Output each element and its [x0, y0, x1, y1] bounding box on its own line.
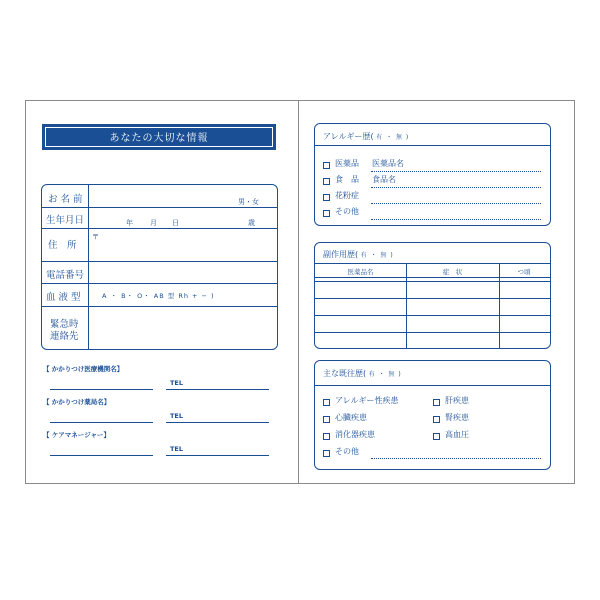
side-effect-title [323, 249, 394, 260]
allergy-pollen-checkbox[interactable] [323, 194, 330, 201]
col-medicine-name: 医薬品名 [347, 268, 374, 276]
page-title: あなたの大切な情報 [109, 133, 209, 144]
clinic-tel-label: TEL [170, 379, 184, 387]
clinic-name-line [50, 389, 153, 390]
side-effect-history-box [314, 242, 551, 349]
row-divider [42, 207, 277, 208]
table-row-divider [315, 332, 550, 333]
emergency-contact-label-line1: 緊急時 [50, 319, 79, 330]
table-header-divider-double [315, 281, 550, 282]
history-other-line[interactable] [371, 458, 541, 459]
history-kidney-label: 腎疾患 [445, 413, 469, 422]
row-divider [42, 306, 277, 307]
allergy-medicine-name: 医薬品名 [372, 159, 404, 168]
clinic-title: 【 かかりつけ医療機関名】 [43, 365, 124, 373]
address-label: 住 所 [48, 240, 77, 251]
col-when: つ頃 [517, 268, 531, 276]
name-label: お 名 前 [48, 194, 83, 205]
allergy-medicine-line[interactable] [371, 171, 541, 172]
pharmacy-tel-line [166, 422, 269, 423]
pharmacy-tel-label: TEL [170, 412, 184, 420]
allergy-food-name: 食品名 [372, 175, 396, 184]
care-manager-title: 【 ケアマネージャー】 [43, 431, 111, 439]
allergy-food-label: 食 品 [335, 175, 359, 184]
birth-month-unit: 月 [150, 219, 157, 227]
allergy-medicine-label: 医薬品 [335, 159, 359, 168]
postal-mark: 〒 [92, 233, 99, 241]
table-row-divider [315, 298, 550, 299]
birth-year-unit: 年 [126, 219, 133, 227]
history-liver-checkbox[interactable] [433, 399, 440, 406]
allergy-other-label: その他 [335, 207, 359, 216]
page-title-banner [42, 124, 276, 150]
personal-info-table [41, 184, 278, 350]
table-header-divider [315, 277, 550, 278]
medical-history-box [314, 360, 551, 470]
history-hypertension-checkbox[interactable] [433, 433, 440, 440]
booklet-spine [298, 100, 299, 484]
allergy-title [323, 131, 409, 142]
history-yes-no: 有 ・ 無 ) [368, 371, 402, 378]
allergy-pollen-label: 花粉症 [335, 191, 359, 200]
history-digestive-label: 消化器疾患 [335, 430, 375, 439]
side-effect-header-divider [315, 263, 550, 264]
clinic-tel-line [166, 389, 269, 390]
care-manager-tel-line [166, 455, 269, 456]
emergency-contact-label-line2: 連絡先 [50, 331, 79, 342]
allergy-history-box [314, 123, 551, 226]
row-divider [42, 283, 277, 284]
history-other-checkbox[interactable] [323, 450, 330, 457]
history-other-label: その他 [335, 447, 359, 456]
history-title [323, 368, 402, 379]
gender-options: 男・女 [238, 198, 259, 206]
allergy-food-checkbox[interactable] [323, 178, 330, 185]
history-kidney-checkbox[interactable] [433, 416, 440, 423]
allergy-pollen-line[interactable] [371, 203, 541, 204]
blood-type-options: A ・ B・ O・ AB 型 Rh + − ) [102, 292, 215, 300]
blood-type-label: 血 液 型 [46, 292, 81, 303]
pharmacy-name-line [50, 422, 153, 423]
history-heart-checkbox[interactable] [323, 416, 330, 423]
allergy-medicine-checkbox[interactable] [323, 162, 330, 169]
history-hypertension-label: 高血圧 [445, 430, 469, 439]
table-row-divider [315, 315, 550, 316]
age-unit: 歳 [248, 219, 255, 227]
row-divider [42, 228, 277, 229]
row-divider [42, 261, 277, 262]
side-effect-yes-no: 有 ・ 無 ) [360, 252, 394, 259]
care-manager-tel-label: TEL [170, 445, 184, 453]
allergy-other-line[interactable] [371, 219, 541, 220]
history-allergic-label: アレルギー性疾患 [335, 396, 399, 405]
history-digestive-checkbox[interactable] [323, 433, 330, 440]
side-effect-title-text: 副作用歴( [323, 250, 359, 259]
allergy-header-divider [315, 145, 550, 146]
phone-label: 電話番号 [46, 270, 85, 281]
allergy-yes-no: 有 ・ 無 ) [376, 134, 410, 141]
history-header-divider [315, 385, 550, 386]
history-title-text: 主な既往歴( [323, 369, 367, 378]
allergy-other-checkbox[interactable] [323, 210, 330, 217]
pharmacy-title: 【 かかりつけ薬局名】 [43, 398, 111, 406]
label-column-divider [88, 185, 89, 349]
history-liver-label: 肝疾患 [445, 396, 469, 405]
allergy-title-text: アレルギー歴( [323, 132, 374, 141]
allergy-food-line[interactable] [371, 187, 541, 188]
birthdate-label: 生年月日 [46, 215, 85, 226]
col-symptoms: 症 状 [442, 268, 463, 276]
history-heart-label: 心臓疾患 [335, 413, 367, 422]
birth-day-unit: 日 [172, 219, 179, 227]
care-manager-name-line [50, 455, 153, 456]
history-allergic-checkbox[interactable] [323, 399, 330, 406]
